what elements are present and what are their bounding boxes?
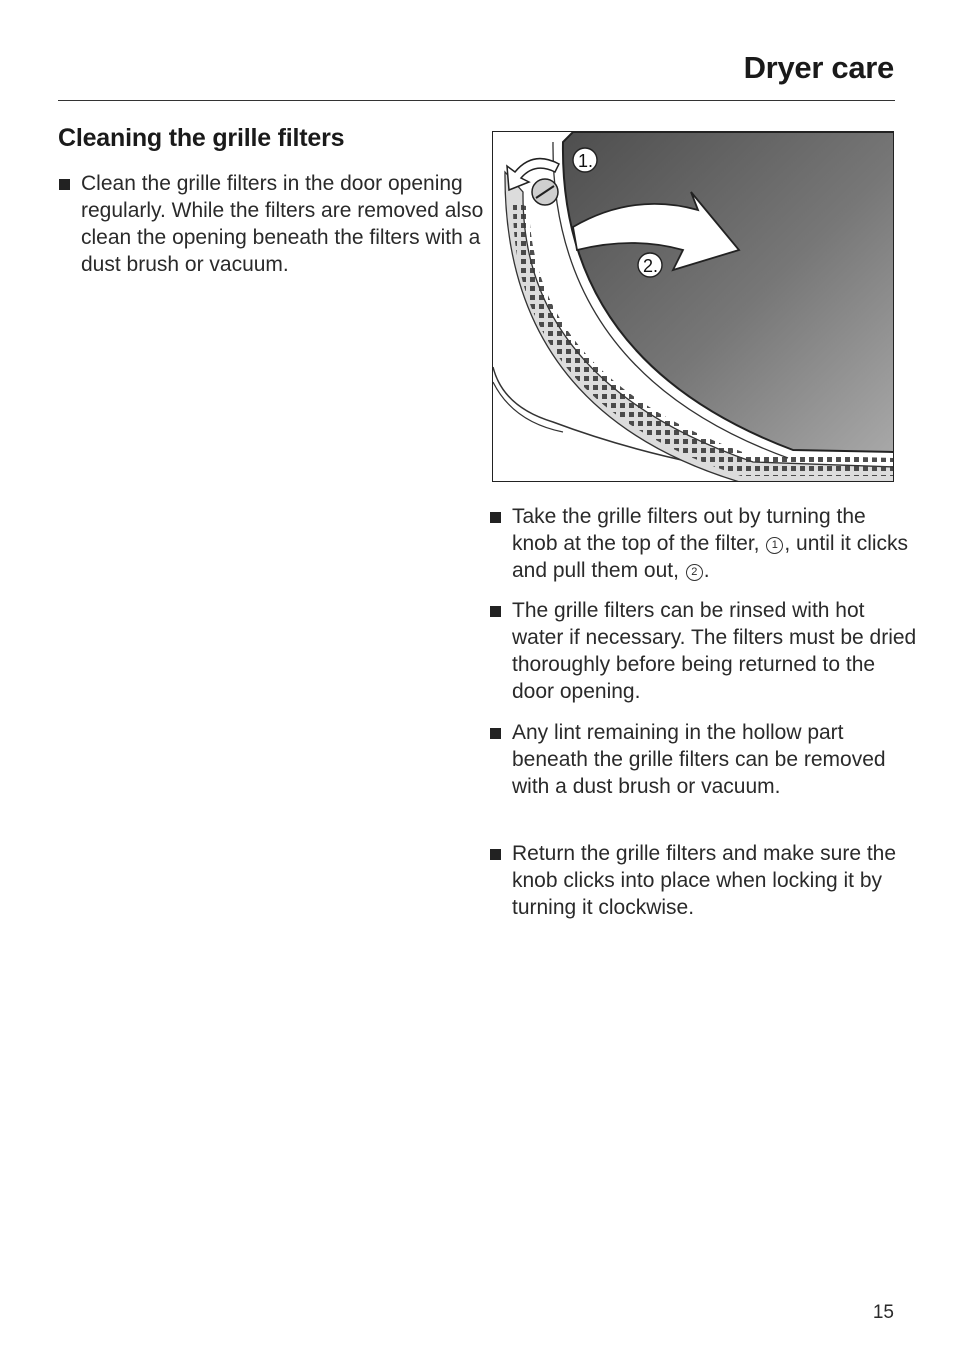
- section-heading: Cleaning the grille filters: [58, 124, 345, 152]
- bullet-square-icon: [490, 728, 501, 739]
- bullet-square-icon: [490, 849, 501, 860]
- step-lint: [490, 719, 917, 800]
- step-take-out-text-2: , until it clicks and pull them out,: [512, 532, 909, 582]
- step-take-out: [490, 503, 917, 584]
- circled-number-1: 1: [766, 537, 783, 554]
- step-return: [490, 840, 917, 921]
- page-section-title: Dryer care: [743, 50, 894, 85]
- step-rinse-text: The grille filters can be rinsed with hot water if necessary. The filters must be dried thoroughly before being returned to the door opening.: [512, 599, 917, 703]
- dryer-door-drawing: [493, 132, 894, 482]
- step-rinse: [490, 597, 917, 705]
- step-take-out-text-3: .: [703, 559, 710, 582]
- bullet-square-icon: [490, 606, 501, 617]
- page-number: 15: [872, 1302, 894, 1323]
- step-lint-text: Any lint remaining in the hollow part beneath the grille filters can be removed with a dust brush or vacuum.: [512, 721, 886, 798]
- step-take-out-text-1: Take the grille filters out by turning the knob at the top of the filter,: [512, 505, 866, 555]
- step-return-text: Return the grille filters and make sure the knob clicks into place when locking it by turning it clockwise.: [512, 842, 897, 919]
- bullet-square-icon: [59, 179, 70, 190]
- circled-number-2: 2: [686, 564, 703, 581]
- grille-filter-illustration: [492, 131, 894, 482]
- intro-bullet: [59, 170, 491, 278]
- header-divider: [58, 100, 895, 101]
- intro-bullet-text: Clean the grille filters in the door opening regularly. While the filters are removed also clean the opening beneath the filters with a dust brush or vacuum.: [81, 172, 484, 276]
- label-2: 2.: [643, 256, 659, 276]
- label-1: 1.: [578, 151, 594, 171]
- bullet-square-icon: [490, 512, 501, 523]
